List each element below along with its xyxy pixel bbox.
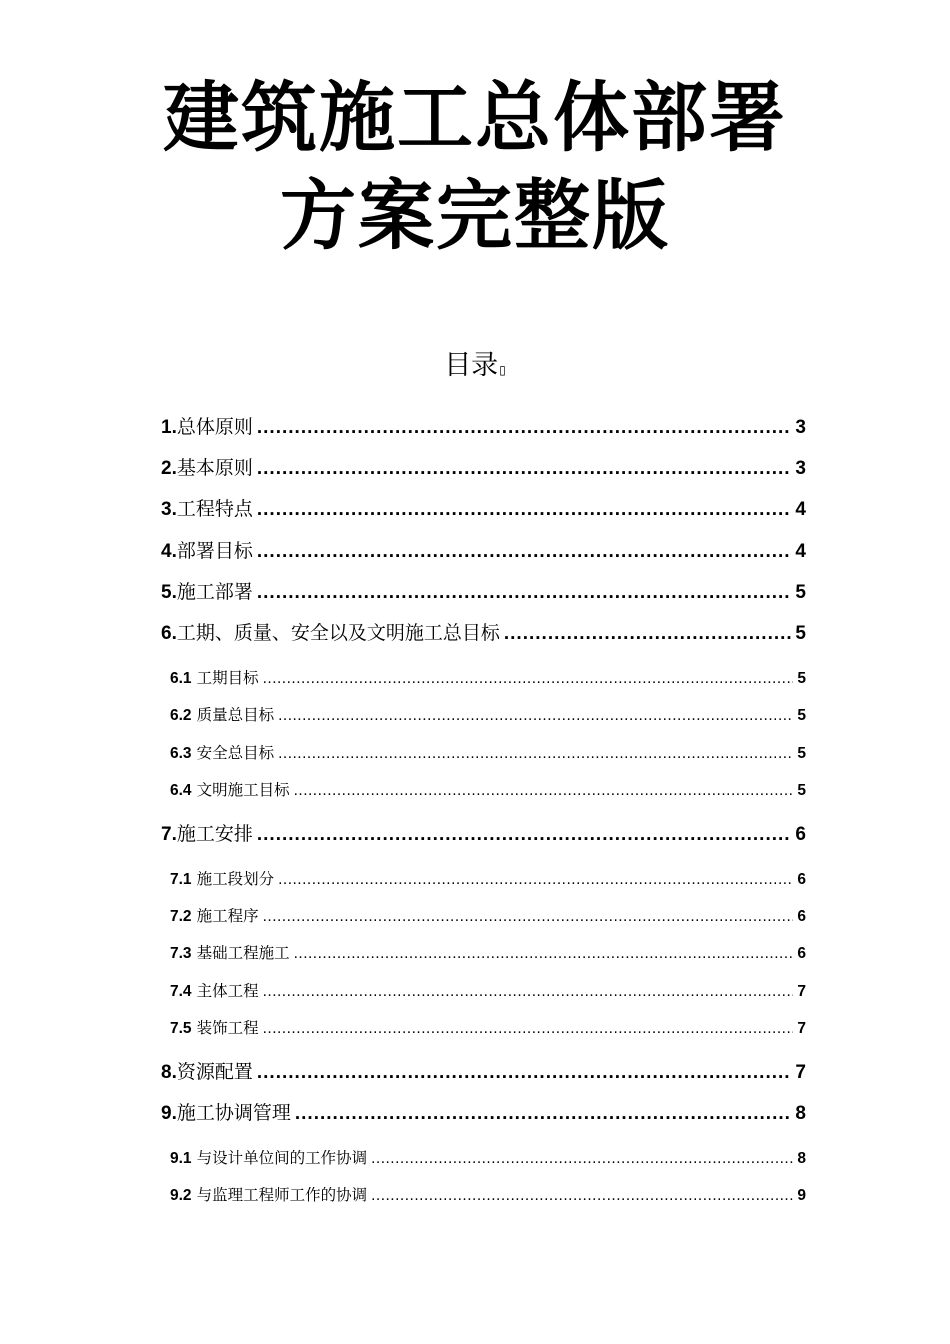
toc-leader-dots bbox=[295, 1103, 792, 1125]
toc-entry-title: 资源配置 bbox=[176, 1061, 253, 1083]
toc-entry-page: 8 bbox=[795, 1103, 806, 1124]
toc-leader-dots bbox=[263, 1020, 794, 1038]
toc-entry-number: 6.4 bbox=[170, 782, 192, 799]
toc-entry-title: 施工协调管理 bbox=[176, 1102, 291, 1124]
toc-entry-number: 7.3 bbox=[170, 945, 192, 962]
toc-entry-number: 9. bbox=[161, 1103, 177, 1124]
toc-entry-page: 3 bbox=[795, 417, 806, 438]
toc-entry-page: 6 bbox=[797, 908, 806, 925]
toc-leader-dots bbox=[263, 908, 794, 926]
toc-subentry[interactable] bbox=[170, 703, 806, 725]
toc-entry[interactable] bbox=[161, 536, 806, 564]
toc-leader-dots bbox=[257, 582, 792, 604]
toc-entry-number: 6.1 bbox=[170, 670, 192, 687]
toc-entry-page: 7 bbox=[795, 1062, 806, 1083]
toc-entry-number: 6.3 bbox=[170, 745, 192, 762]
toc-subentry[interactable] bbox=[170, 1183, 806, 1205]
toc-subentry[interactable] bbox=[170, 979, 806, 1001]
toc-entry-number: 7.5 bbox=[170, 1020, 192, 1037]
toc-leader-dots bbox=[294, 782, 794, 800]
toc-entry-number: 9.2 bbox=[170, 1187, 192, 1204]
toc-entry[interactable] bbox=[161, 412, 806, 440]
toc-entry-title: 安全总目标 bbox=[196, 744, 275, 762]
toc-entry-number: 8. bbox=[161, 1062, 177, 1083]
toc-entry-page: 5 bbox=[797, 745, 806, 762]
toc-leader-dots bbox=[263, 670, 794, 688]
toc-entry[interactable] bbox=[161, 618, 806, 646]
document-title-line-2: 方案完整版 bbox=[280, 171, 670, 260]
toc-subentry[interactable] bbox=[170, 741, 806, 763]
toc-entry[interactable] bbox=[161, 577, 806, 605]
toc-heading-marker: ▯ bbox=[499, 363, 506, 377]
toc-leader-dots bbox=[257, 458, 792, 480]
toc-entry-title: 施工程序 bbox=[196, 907, 259, 925]
toc-entry-page: 3 bbox=[795, 458, 806, 479]
toc-entry-title: 工程特点 bbox=[176, 498, 253, 520]
toc-entry-title: 施工段划分 bbox=[196, 870, 275, 888]
toc-entry[interactable] bbox=[161, 494, 806, 522]
toc-leader-dots bbox=[263, 983, 794, 1001]
toc-entry-title: 装饰工程 bbox=[196, 1019, 259, 1037]
toc-entry-number: 7.1 bbox=[170, 871, 192, 888]
toc-entry-page: 9 bbox=[797, 1187, 806, 1204]
toc-entry[interactable] bbox=[161, 819, 806, 847]
toc-subentry[interactable] bbox=[170, 867, 806, 889]
toc-leader-dots bbox=[371, 1187, 793, 1205]
toc-entry-title: 基本原则 bbox=[176, 457, 253, 479]
toc-subentry[interactable] bbox=[170, 941, 806, 963]
toc-entry-title: 工期目标 bbox=[196, 669, 259, 687]
toc-entry-page: 7 bbox=[797, 1020, 806, 1037]
toc-leader-dots bbox=[278, 871, 793, 889]
toc-entry-page: 6 bbox=[795, 824, 806, 845]
toc-entry-page: 5 bbox=[797, 707, 806, 724]
toc-entry-page: 8 bbox=[797, 1150, 806, 1167]
toc-entry-title: 基础工程施工 bbox=[196, 944, 290, 962]
toc-entry-number: 6. bbox=[161, 623, 177, 644]
toc-entry-number: 4. bbox=[161, 541, 177, 562]
toc-subentry[interactable] bbox=[170, 666, 806, 688]
toc-leader-dots bbox=[504, 623, 792, 645]
toc-entry-number: 2. bbox=[161, 458, 177, 479]
toc-leader-dots bbox=[257, 417, 792, 439]
toc-entry-number: 6.2 bbox=[170, 707, 192, 724]
toc-entry-title: 总体原则 bbox=[176, 416, 253, 438]
toc-entry-number: 9.1 bbox=[170, 1150, 192, 1167]
toc-entry-title: 与监理工程师工作的协调 bbox=[196, 1186, 368, 1204]
toc-entry[interactable] bbox=[161, 1057, 806, 1085]
toc-subentry[interactable] bbox=[170, 1146, 806, 1168]
toc-entry-page: 5 bbox=[797, 670, 806, 687]
toc-leader-dots bbox=[257, 499, 792, 521]
toc-entry-title: 主体工程 bbox=[196, 982, 259, 1000]
toc-entry[interactable] bbox=[161, 453, 806, 481]
toc-entry-page: 7 bbox=[797, 983, 806, 1000]
toc-entry-title: 质量总目标 bbox=[196, 706, 275, 724]
toc-entry-number: 7.2 bbox=[170, 908, 192, 925]
toc-entry-number: 7. bbox=[161, 824, 177, 845]
toc-heading bbox=[0, 346, 950, 390]
toc-entry-title: 工期、质量、安全以及文明施工总目标 bbox=[176, 622, 500, 644]
toc-entry-page: 4 bbox=[795, 541, 806, 562]
toc-entry-title: 施工部署 bbox=[176, 581, 253, 603]
toc-entry-page: 5 bbox=[797, 782, 806, 799]
toc-entry-page: 6 bbox=[797, 871, 806, 888]
toc-subentry[interactable] bbox=[170, 904, 806, 926]
toc-entry-page: 5 bbox=[795, 623, 806, 644]
toc-entry-title: 与设计单位间的工作协调 bbox=[196, 1149, 368, 1167]
toc-leader-dots bbox=[257, 541, 792, 563]
toc-entry-number: 7.4 bbox=[170, 983, 192, 1000]
document-title-line-1: 建筑施工总体部署 bbox=[163, 73, 787, 162]
toc-heading-text: 目录 bbox=[444, 350, 499, 381]
toc-subentry[interactable] bbox=[170, 1016, 806, 1038]
toc-entry-title: 施工安排 bbox=[176, 823, 253, 845]
toc-leader-dots bbox=[294, 945, 794, 963]
toc-entry-page: 5 bbox=[795, 582, 806, 603]
toc-entry-number: 1. bbox=[161, 417, 177, 438]
toc-entry[interactable] bbox=[161, 1098, 806, 1126]
toc-subentry[interactable] bbox=[170, 778, 806, 800]
toc-entry-title: 文明施工目标 bbox=[196, 781, 290, 799]
toc-leader-dots bbox=[371, 1150, 793, 1168]
toc-leader-dots bbox=[257, 1062, 792, 1084]
toc-entry-number: 3. bbox=[161, 499, 177, 520]
toc-entry-page: 4 bbox=[795, 499, 806, 520]
toc-entry-title: 部署目标 bbox=[176, 540, 253, 562]
toc-leader-dots bbox=[257, 824, 792, 846]
toc-entry-page: 6 bbox=[797, 945, 806, 962]
toc-leader-dots bbox=[278, 707, 793, 725]
toc-entry-number: 5. bbox=[161, 582, 177, 603]
toc-leader-dots bbox=[278, 745, 793, 763]
